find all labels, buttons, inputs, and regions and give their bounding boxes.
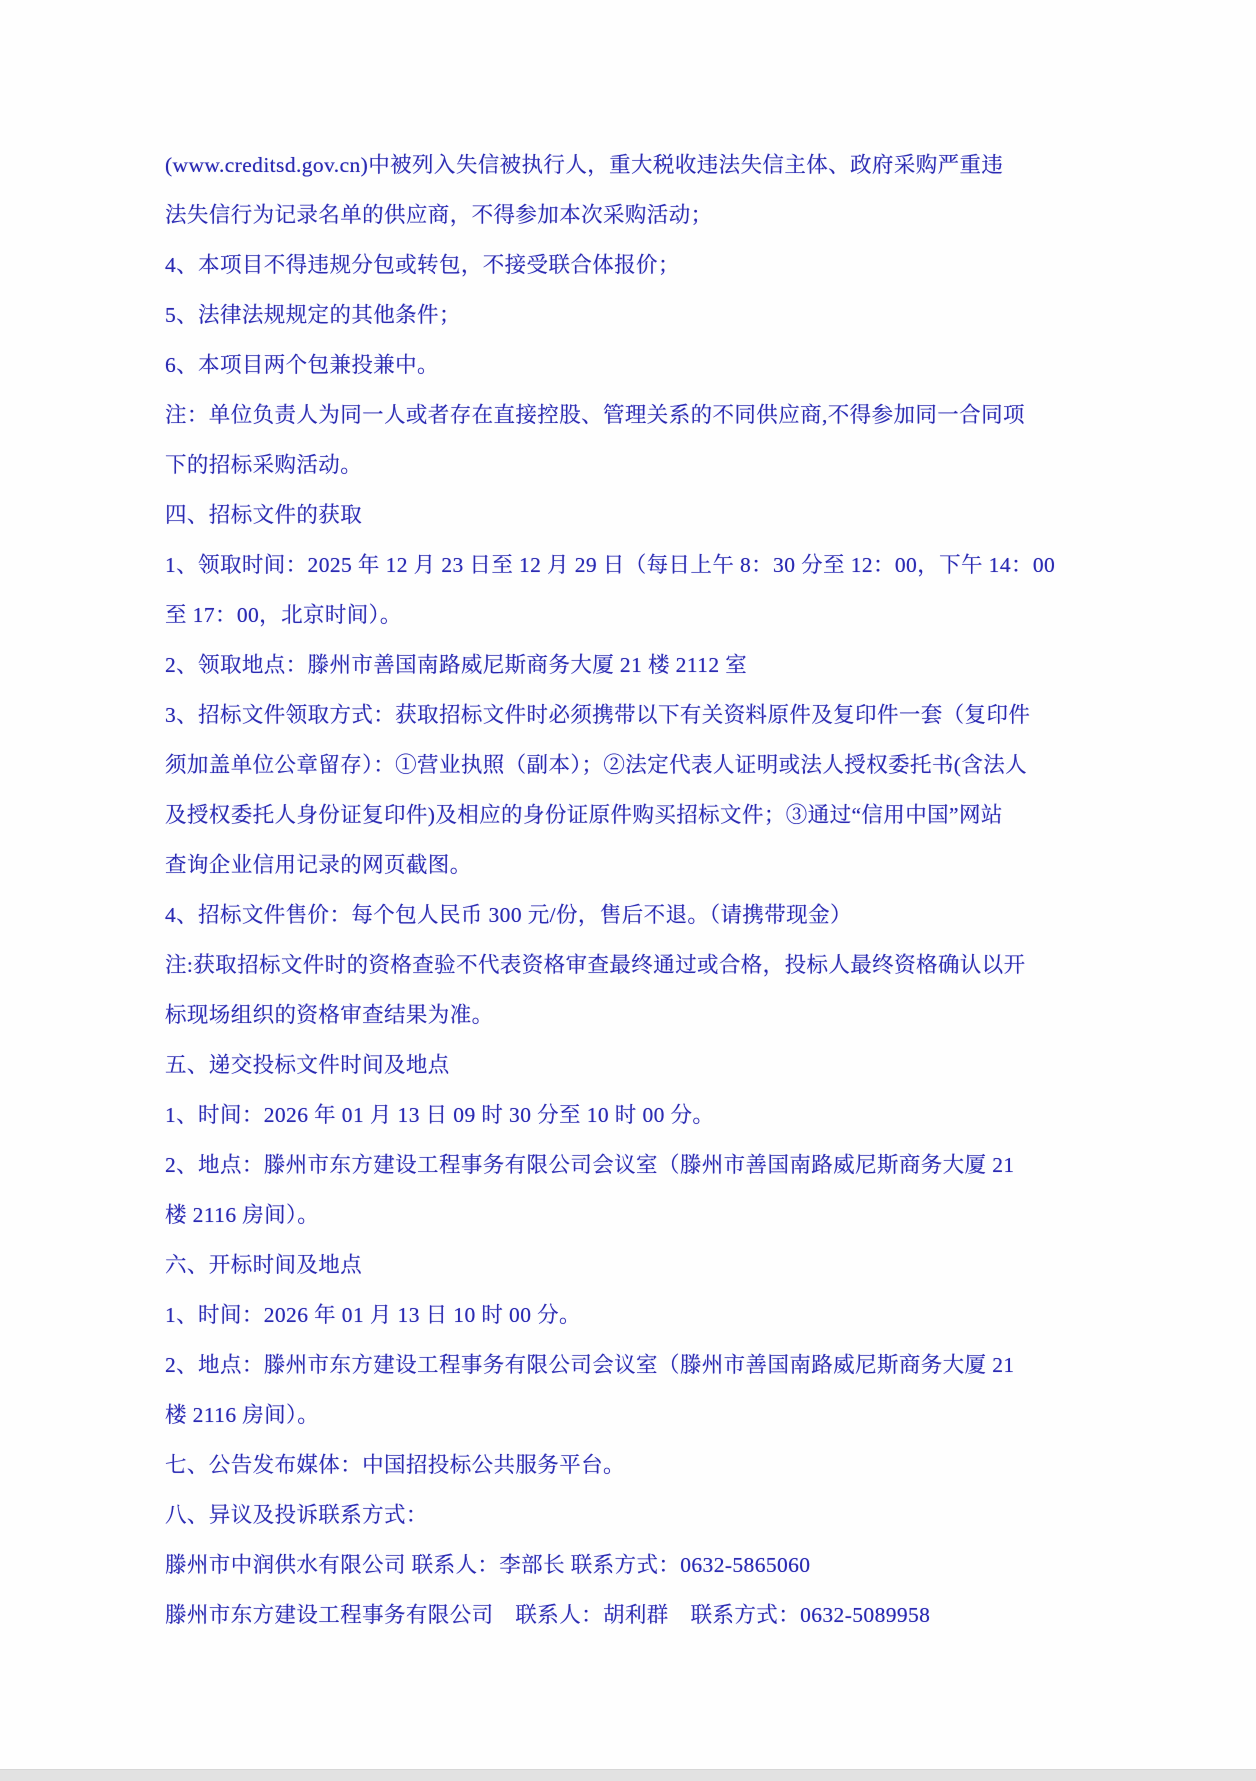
document-line: 1、领取时间：2025 年 12 月 23 日至 12 月 29 日（每日上午 8：30 分至 12：00，下午 14：00 — [165, 553, 1056, 577]
document-line: 滕州市东方建设工程事务有限公司 联系人：胡利群 联系方式：0632-5089958 — [165, 1603, 931, 1627]
document-line: 楼 2116 房间）。 — [165, 1403, 320, 1427]
document-line: 查询企业信用记录的网页截图。 — [165, 853, 472, 877]
document-line: 4、本项目不得违规分包或转包，不接受联合体报价； — [165, 253, 680, 277]
document-line: 须加盖单位公章留存）：①营业执照（副本）；②法定代表人证明或法人授权委托书(含法人 — [165, 753, 1028, 777]
document-line: 七、公告发布媒体：中国招投标公共服务平台。 — [165, 1453, 625, 1477]
horizontal-scrollbar-track[interactable] — [0, 1769, 1256, 1781]
document-line: 2、领取地点：滕州市善国南路威尼斯商务大厦 21 楼 2112 室 — [165, 653, 748, 677]
document-line: 2、地点：滕州市东方建设工程事务有限公司会议室（滕州市善国南路威尼斯商务大厦 21 — [165, 1353, 1015, 1377]
document-line: 1、时间：2026 年 01 月 13 日 10 时 00 分。 — [165, 1303, 581, 1327]
document-line: 5、法律法规规定的其他条件； — [165, 303, 461, 327]
document-line: 法失信行为记录名单的供应商，不得参加本次采购活动； — [165, 203, 713, 227]
document-line: 六、开标时间及地点 — [165, 1253, 363, 1277]
document-line: 注:获取招标文件时的资格查验不代表资格审查最终通过或合格，投标人最终资格确认以开 — [165, 953, 1026, 977]
document-line: 标现场组织的资格审查结果为准。 — [165, 1003, 494, 1027]
document-line: 五、递交投标文件时间及地点 — [165, 1053, 450, 1077]
document-line: 楼 2116 房间）。 — [165, 1203, 320, 1227]
document-line: (www.creditsd.gov.cn)中被列入失信被执行人，重大税收违法失信主体、政府采购严重违 — [165, 153, 1004, 177]
document-line: 1、时间：2026 年 01 月 13 日 09 时 30 分至 10 时 00 分。 — [165, 1103, 715, 1127]
document-line: 下的招标采购活动。 — [165, 453, 363, 477]
document-line: 2、地点：滕州市东方建设工程事务有限公司会议室（滕州市善国南路威尼斯商务大厦 21 — [165, 1153, 1015, 1177]
document-line: 四、招标文件的获取 — [165, 503, 363, 527]
document-line: 6、本项目两个包兼投兼中。 — [165, 353, 439, 377]
document-line: 3、招标文件领取方式：获取招标文件时必须携带以下有关资料原件及复印件一套（复印件 — [165, 703, 1031, 727]
document-line: 八、异议及投诉联系方式： — [165, 1503, 428, 1527]
document-body — [165, 140, 1140, 1640]
document-line: 至 17：00，北京时间）。 — [165, 603, 402, 627]
document-line: 4、招标文件售价：每个包人民币 300 元/份，售后不退。（请携带现金） — [165, 903, 852, 927]
document-line: 注：单位负责人为同一人或者存在直接控股、管理关系的不同供应商,不得参加同一合同项 — [165, 403, 1025, 427]
document-line: 及授权委托人身份证复印件)及相应的身份证原件购买招标文件；③通过“信用中国”网站 — [165, 803, 1003, 827]
document-line: 滕州市中润供水有限公司 联系人：李部长 联系方式：0632-5865060 — [165, 1553, 811, 1577]
